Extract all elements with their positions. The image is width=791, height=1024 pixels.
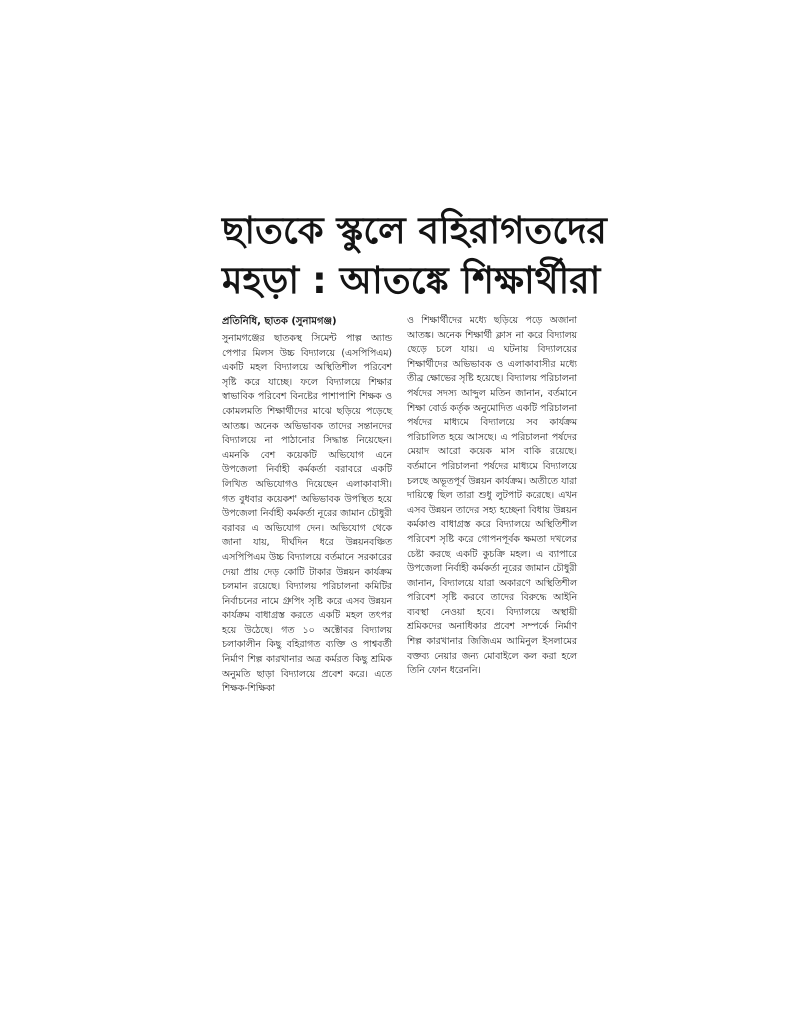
article-headline bbox=[222, 206, 607, 306]
news-clipping bbox=[222, 206, 607, 806]
article-column-1 bbox=[222, 314, 392, 697]
headline-line-1: ছাতকে স্কুলে বহিরাগতদের bbox=[222, 209, 607, 252]
article-byline: প্রতিনিধি, ছাতক (সুনামগঞ্জ) bbox=[222, 316, 337, 327]
article-column-2 bbox=[407, 314, 577, 697]
column-2-text: ও শিক্ষার্থীদের মধ্যে ছড়িয়ে পড়ে অজানা আতঙ্ক। অনেক শিক্ষার্থী ক্লাস না করে বিদ্যালয় ছেড়ে চলে যায়। এ ঘটনায় বিদ্যালয়ের শিক্ষার্থীদের অভিভাবক ও এলাকাবাসীর মধ্যে তীব্র ক্ষোভের সৃষ্টি হয়েছে। বিদ্যালয় পরিচালনা পর্ষদের সদস্য আব্দুল মতিন জানান, বর্তমানে শিক্ষা বোর্ড কর্তৃক অনুমোদিত একটি পরিচালনা পর্ষদের মাধ্যমে বিদ্যালয়ে সব কার্যক্রম পরিচালিত হয়ে আসছে। এ পরিচালনা পর্ষদের মেয়াদ আরো কয়েক মাস বাকি রয়েছে। বর্তমানে পরিচালনা পর্ষদের মাধ্যমে বিদ্যালয়ে চলছে অভূতপূর্ব উন্নয়ন কার্যক্রম। অতীতে যারা দায়িত্বে ছিল তারা শুধু লুটপাট করেছে। এখন এসব উন্নয়ন তাদের সহ্য হচ্ছেনা বিধায় উন্নয়ন কর্মকাণ্ড বাধাগ্রস্ত করে বিদ্যালয়ে অস্থিতিশীল পরিবেশ সৃষ্টি করে গোপনপূর্বক ক্ষমতা দখলের চেষ্টা করছে একটি কুচক্রি মহল। এ ব্যাপারে উপজেলা নির্বাহী কর্মকর্তা নূরের জামান চৌধুরী জানান, বিদ্যালয়ে যারা অকারণে অস্থিতিশীল পরিবেশ সৃষ্টি করবে তাদের বিরুদ্ধে আইনি ব্যবস্থা নেওয়া হবে। বিদ্যালয়ে অস্থায়ী শ্রমিকদের অনাধিকার প্রবেশ সম্পর্কে নির্মাণ শিল্প কারখানার জিজিএম আমিনুল ইসলামের বক্তব্য নেয়ার জন্য মোবাইলে কল করা হলে তিনি ফোন ধরেননি। bbox=[407, 315, 577, 677]
headline-line-2: মহড়া : আতঙ্কে শিক্ষার্থীরা bbox=[222, 259, 601, 302]
article-columns bbox=[222, 314, 577, 697]
column-1-text: সুনামগঞ্জের ছাতকস্থ সিমেন্ট পাল্প অ্যান্ড পেপার মিলস উচ্চ বিদ্যালয়ে (এসপিপিএম) একটি মহল বিদ্যালয়ে অস্থিতিশীল পরিবেশ সৃষ্টি করে যাচ্ছে। ফলে বিদ্যালয়ে শিক্ষার স্বাভাবিক পরিবেশ বিনষ্টের পাশাপাশি শিক্ষক ও কোমলমতি শিক্ষার্থীদের মাঝে ছড়িয়ে পড়েছে আতঙ্ক। অনেক অভিভাবক তাদের সন্তানদের বিদ্যালয়ে না পাঠানোর সিদ্ধান্ত নিয়েছেন। এমনকি বেশ কয়েকটি অভিযোগ এনে উপজেলা নির্বাহী কর্মকর্তা বরাবরে একটি লিখিত অভিযোগও দিয়েছেন এলাকাবাসী। গত বুধবার কয়েকশ' অভিভাবক উপস্থিত হয়ে উপজেলা নির্বাহী কর্মকর্তা নূরের জামান চৌধুরী বরাবর এ অভিযোগ দেন। অভিযোগ থেকে জানা যায়, দীর্ঘদিন ধরে উন্নয়নবঞ্চিত এসপিপিএম উচ্চ বিদ্যালয়ে বর্তমানে সরকারের দেয়া প্রায় দেড় কোটি টাকার উন্নয়ন কার্যক্রম চলমান রয়েছে। বিদ্যালয় পরিচালনা কমিটির নির্বাচনের নামে গ্রুপিং সৃষ্টি করে এসব উন্নয়ন কার্যক্রম বাধাগ্রস্ত করতে একটি মহল তৎপর হয়ে উঠেছে। গত ১০ অক্টোবর বিদ্যালয় চলাকালীন কিছু বহিরাগত ব্যক্তি ও পাশ্ববর্তী নির্মাণ শিল্প কারখানার অত্র কর্মরত কিছু শ্রমিক অনুমতি ছাড়া বিদ্যালয়ে প্রবেশ করে। এতে শিক্ষক-শিক্ষিকা bbox=[222, 333, 392, 695]
